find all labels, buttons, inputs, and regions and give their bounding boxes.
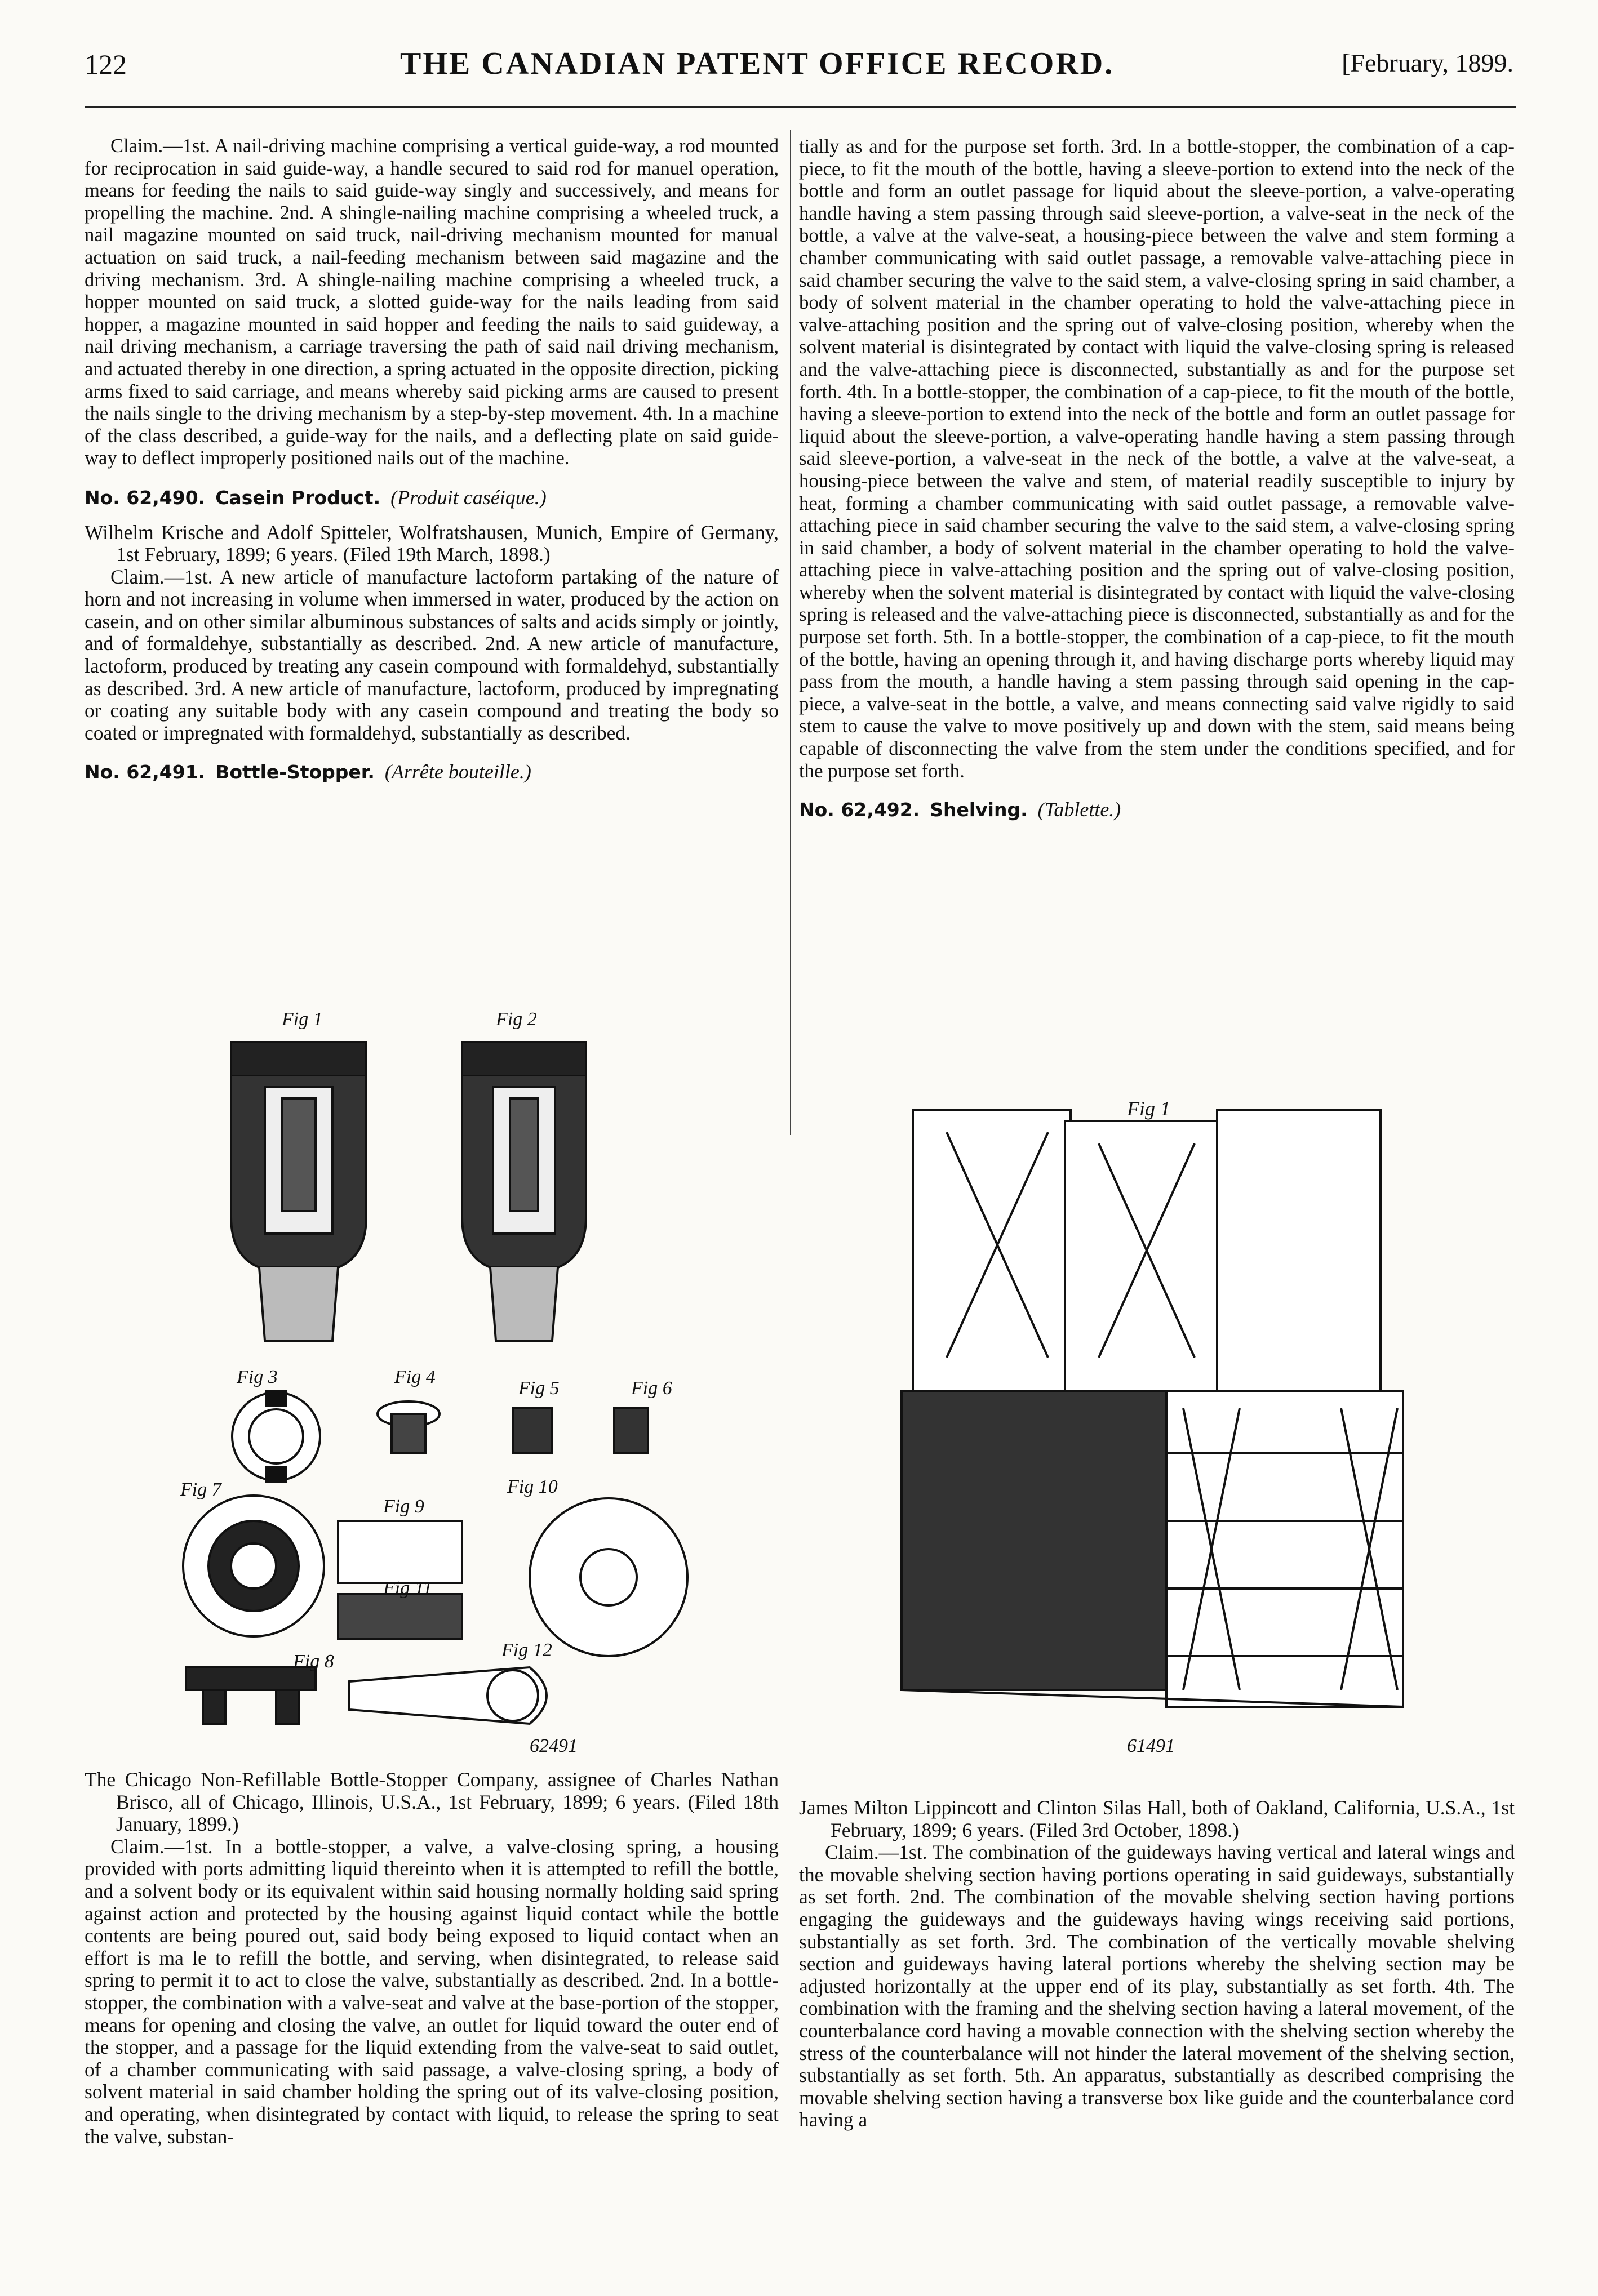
- patent-number: No. 62,491.: [85, 761, 206, 784]
- patent-title: Casein Product.: [215, 486, 381, 509]
- patent-62491-claim: Claim.—1st. In a bottle-stopper, a valve, a valve-closing spring, a housing provided with ports admitting liquid thereinto when it is attempted to refill the bottle, and a solvent body or its equivalent within said housing normally holding said spring against action and protected by the housing against liquid contact while the bottle contents are being poured out, said body being exposed to liquid contact when an effort is ma le to refill the bottle, and serving, when disintegrated, to release said spring to permit it to act to close the valve, substantially as described. 2nd. In a bottle-stopper, the combination with a valve-seat and valve at the base-portion of the stopper, means for opening and closing the valve, an outlet for liquid toward the outer end of the stopper, and a passage for the liquid extending from the valve-seat to said outlet, of a chamber communicating with said passage, a valve-closing spring, a body of solvent material in said chamber holding the spring out of its valve-closing position, and operating, when disintegrated by contact with liquid, to release the spring to seat the valve, substan-: [85, 1835, 779, 2148]
- column-divider: [790, 130, 791, 1135]
- right-column-bottom: [799, 1797, 1515, 2132]
- fig-label: Fig 10: [507, 1476, 558, 1497]
- left-column-bottom: [85, 1769, 779, 2148]
- fig-label: Fig 6: [631, 1378, 672, 1399]
- fig-label: Fig 1: [1127, 1097, 1170, 1120]
- right-column-top: [799, 135, 1515, 834]
- fig-label: Fig 4: [394, 1367, 436, 1387]
- issue-date: [February, 1899.: [1342, 48, 1513, 77]
- page-header: [85, 48, 1513, 99]
- fig-label: Fig 5: [518, 1378, 560, 1399]
- fig-label: Fig 1: [282, 1009, 323, 1030]
- fig-label: Fig 8: [293, 1651, 334, 1672]
- patent-62491-inventors: The Chicago Non-Refillable Bottle-Stopper Company, assignee of Charles Nathan Brisco, all of Chicago, Illinois, U.S.A., 1st February, 1899; 6 years. (Filed 18th January, 1899.): [85, 1768, 779, 1836]
- patent-title: Shelving.: [930, 799, 1028, 821]
- figure-caption: 61491: [1127, 1736, 1175, 1756]
- patent-62492-inventors: James Milton Lippincott and Clinton Silas Hall, both of Oakland, California, U.S.A., 1st February, 1899; 6 years. (Filed 3rd October, 1898.): [799, 1796, 1515, 1841]
- patent-number: No. 62,492.: [799, 799, 920, 821]
- patent-62492-heading: [799, 799, 1515, 821]
- patent-62490-inventors: Wilhelm Krische and Adolf Spitteler, Wolfratshausen, Munich, Empire of Germany, 1st February, 1899; 6 years. (Filed 19th March, 1898.): [85, 520, 779, 566]
- bottle-stopper-drawing: [169, 1003, 733, 1757]
- fig-label: Fig 3: [237, 1367, 278, 1387]
- shelving-drawing: [879, 1093, 1499, 1769]
- header-rule: [85, 106, 1516, 108]
- fig-label: Fig 2: [496, 1009, 537, 1030]
- figure-caption: 62491: [530, 1736, 578, 1756]
- publication-title: THE CANADIAN PATENT OFFICE RECORD.: [400, 46, 1115, 81]
- patent-62491-claim-continued: tially as and for the purpose set forth. 3rd. In a bottle-stopper, the combination of a cap-piece, to fit the mouth of the bottle, having a sleeve-portion to extend into the neck of the bottle and form an outlet passage for liquid about the sleeve-portion, a valve-operating handle having a stem passing through said sleeve-portion, a valve-seat in the neck of the bottle, a valve at the valve-seat, a housing-piece between the valve and stem forming a chamber communicating with said outlet passage, a removable valve-attaching piece in said chamber securing the valve to the said stem, a valve-closing spring in said chamber, a body of solvent material in the chamber operating to hold the valve-attaching piece in valve-attaching position and the spring out of valve-closing position, whereby when the solvent material is disintegrated by contact with liquid the valve-closing spring is released and the valve-attaching piece is disconnected, substantially as and for the purpose set forth. 4th. In a bottle-stopper, the combination of a cap-piece, to fit the mouth of the bottle, having a sleeve-portion to extend into the neck of the bottle and form an outlet passage for liquid about the sleeve-portion, a valve-operating handle having a stem passing through said sleeve-portion, a valve-seat in the neck of the bottle, a valve at the valve-seat, a housing-piece between the valve and stem, of material readily susceptible to injury by heat, forming a chamber communicating with said outlet passage, a removable valve-attaching piece in said chamber securing the valve to the said stem, a valve-closing spring in said chamber, a body of solvent material in the chamber operating to hold the valve-attaching piece in valve-attaching position and the spring out of valve-closing position, whereby when the solvent material is disintegrated by contact with liquid the valve-closing spring is released and the valve-attaching piece is disconnected, substantially as and for the purpose set forth. 5th. In a bottle-stopper, the combination of a cap-piece, to fit the mouth of the bottle, having an opening through it, and having discharge ports whereby liquid may pass from the mouth, a handle having a stem passing through said opening in the cap-piece, a valve-seat in the bottle, a valve, and means connecting said valve rigidly to said stem to cause the valve to move positively up and down with the stem, said means being capable of disconnecting the valve from the stem under the conditions specified, and for the purpose set forth.: [799, 135, 1515, 782]
- fig-label: Fig 11: [383, 1578, 433, 1599]
- patent-french-title: (Produit caséique.): [390, 486, 547, 509]
- fig-label: Fig 7: [180, 1479, 221, 1500]
- patent-french-title: (Tablette.): [1037, 798, 1121, 821]
- patent-title: Bottle-Stopper.: [215, 761, 375, 784]
- patent-62492-claim: Claim.—1st. The combination of the guideways having vertical and lateral wings and the movable shelving section having portions operating in said guideways, substantially as set forth. 2nd. The combination of the movable shelving section having portions engaging the guideways and the guideways having wings receiving said portions, substantially as set forth. 3rd. The combination of the vertically movable shelving section and guideways having lateral portions whereby the shelving section may be adjusted horizontally at the upper end of its play, substantially as set forth. 4th. The combination with the framing and the shelving section having a lateral movement, of the counterbalance cord having a movable connection with the shelving section whereby the stress of the counterbalance will not hinder the lateral movement of the shelving section, substantially as set forth. 5th. An apparatus, substantially as described comprising the movable shelving section having a transverse box like guide and the counterbalance cord having a: [799, 1841, 1515, 2132]
- bottle-stopper-figure: [169, 1003, 733, 1757]
- patent-62490-claim: Claim.—1st. A new article of manufacture lactoform partaking of the nature of horn and not increasing in volume when immersed in water, produced by the action on casein, and on other similar albuminous substances of salts and acids simply or jointly, and of formaldehye, substantially as described. 2nd. A new article of manufacture, lactoform, produced by treating any casein compound with formaldehyd, substantially as described. 3rd. A new article of manufacture, lactoform, produced by impregnating or coating any suitable body with any casein compound and treating the body so coated or impregnated with formaldehyd, substantially as described.: [85, 565, 779, 744]
- patent-62490-heading: [85, 487, 779, 509]
- page-number: 122: [85, 48, 127, 80]
- patent-62491-heading: [85, 761, 779, 784]
- patent-french-title: (Arrête bouteille.): [384, 760, 531, 784]
- shelving-figure: [879, 1093, 1499, 1769]
- claim-62489: Claim.—1st. A nail-driving machine comprising a vertical guide-way, a rod mounted for reciprocation in said guide-way, a handle secured to said rod for manuel operation, means for feeding the nails to said guide-way singly and successively, and means for propelling the machine. 2nd. A shingle-nailing machine comprising a wheeled truck, a nail magazine mounted on said truck, nail-driving mechanism mounted for manual actuation on said truck, a nail-feeding mechanism between said magazine and the driving mechanism. 3rd. A shingle-nailing machine comprising a wheeled truck, a hopper mounted on said truck, a slotted guide-way for the nails leading from said hopper, a magazine mounted in said hopper and feeding the nails to said guideway, a nail driving mechanism, a carriage traversing the path of said nail driving mechanism, and actuated thereby in one direction, a spring actuated in the opposite direction, picking arms fixed to said carriage, and means whereby said picking arms are caused to present the nails single to the driving mechanism by a step-by-step movement. 4th. In a machine of the class described, a guide-way for the nails, and a deflecting plate on said guide-way to deflect improperly positioned nails out of the machine.: [85, 135, 779, 469]
- patent-number: No. 62,490.: [85, 486, 206, 509]
- left-column-top: [85, 135, 779, 796]
- fig-label: Fig 12: [501, 1640, 552, 1661]
- fig-label: Fig 9: [383, 1496, 424, 1517]
